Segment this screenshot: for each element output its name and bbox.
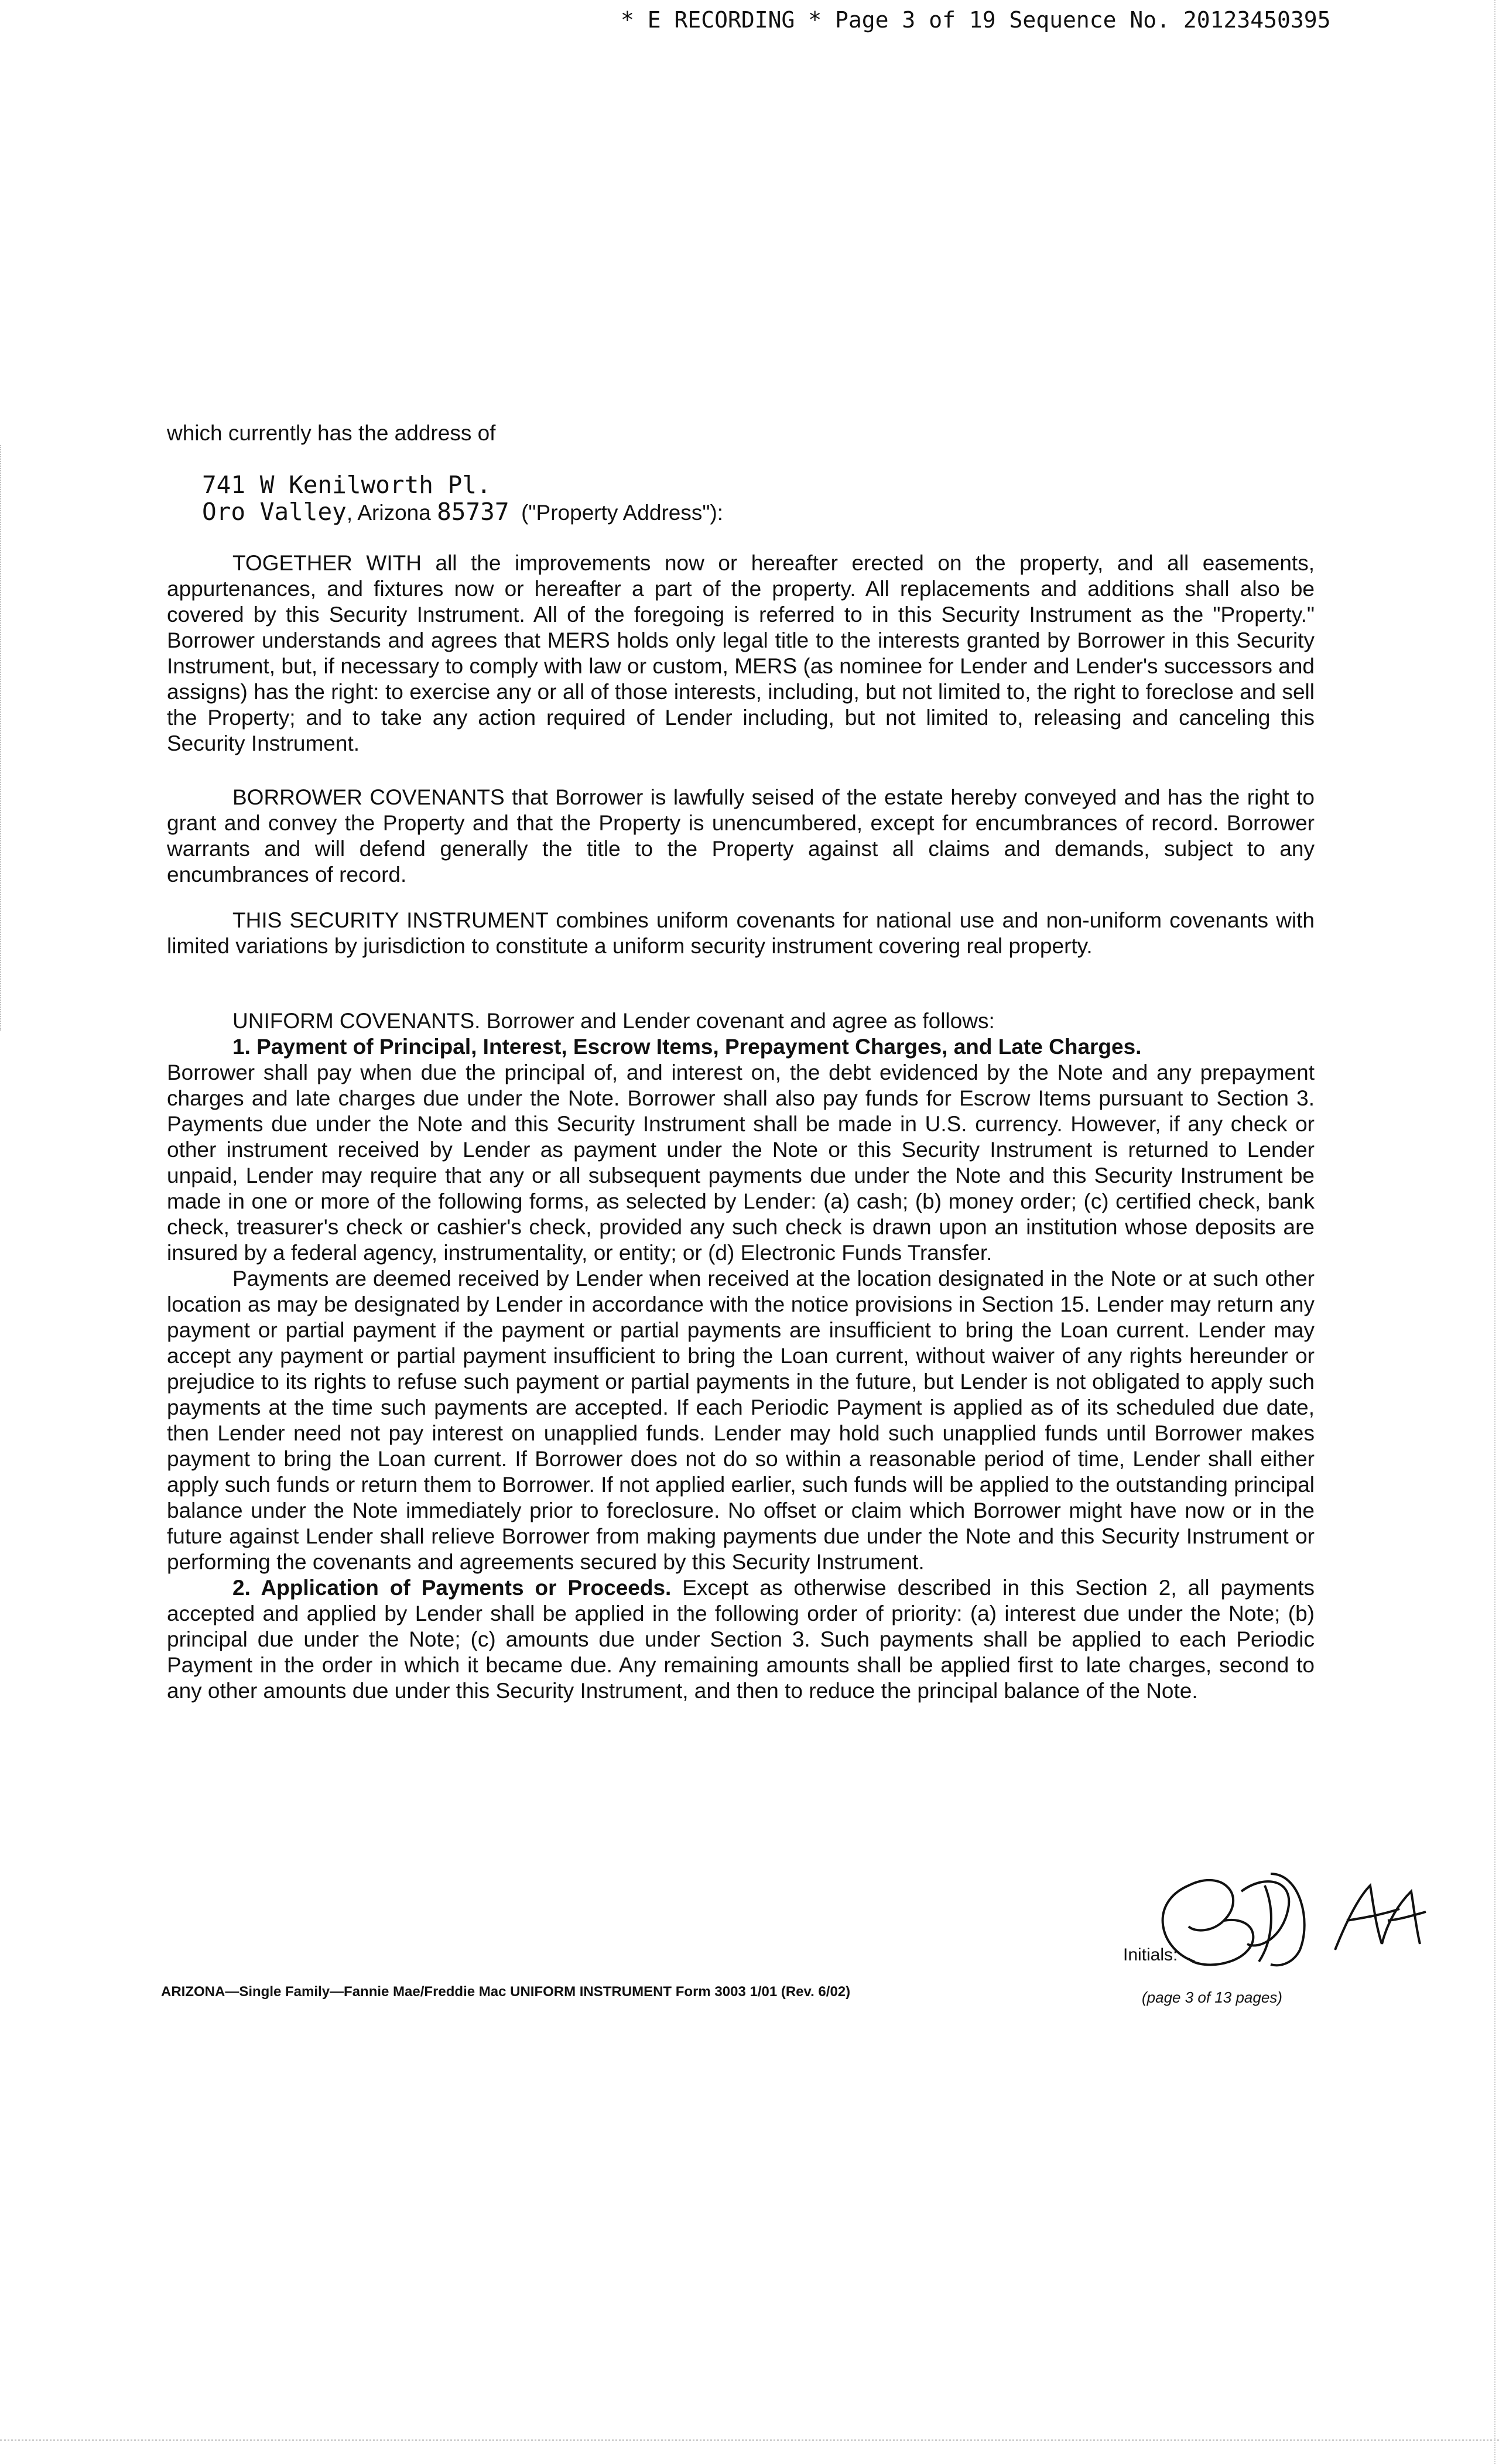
uniform-covenants-block [167,1008,1315,1704]
scan-margin-right [1494,0,1497,2464]
section-1-text: Borrower shall pay when due the principal of, and interest on, the debt evidenced by the Note and any prepayment charges and late charges due under the Note. Borrower shall also pay funds for Escrow Items pursuant to Section 3. Payments due under the Note and this Security Instrument shall be made in U.S. currency. However, if any check or other instrument received by Lender as payment under the Note or this Security Instrument is returned to Lender unpaid, Lender may require that any or all subsequent payments due under the Note and this Security Instrument be made in one or more of the following forms, as selected by Lender: (a) cash; (b) money order; (c) certified check, bank check, treasurer's check or cashier's check, provided any such check is drawn upon an institution whose deposits are insured by a federal agency, instrumentality, or entity; or (d) Electronic Funds Transfer. [167,1060,1315,1265]
security-instrument-paragraph: THIS SECURITY INSTRUMENT combines uniform covenants for national use and non-uniform covenants with limited variations by jurisdiction to constitute a uniform security instrument covering real property. [167,908,1315,958]
handwritten-initials [1124,1850,1429,1973]
address-label: ("Property Address"): [521,501,724,525]
address-street: 741 W Kenilworth Pl. [202,471,491,499]
initials-label: Initials: [1123,1945,1178,1965]
initials-stroke-2 [1241,1874,1305,1965]
scan-margin-left [0,445,2,1031]
section-2-heading: 2. Application of Payments or Proceeds. [232,1576,672,1600]
address-city-line: Oro Valley, Arizona 85737 ("Property Address"): [202,498,724,526]
address-intro: which currently has the address of [167,421,496,445]
form-footer: ARIZONA—Single Family—Fannie Mae/Freddie Mac UNIFORM INSTRUMENT Form 3003 1/01 (Rev. 6/02) [161,1984,851,2000]
address-city: Oro Valley [202,498,347,526]
section-1-heading: 1. Payment of Principal, Interest, Escrow Items, Prepayment Charges, and Late Charges. [232,1035,1142,1059]
borrower-covenants-paragraph: BORROWER COVENANTS that Borrower is lawfully seised of the estate hereby conveyed and has the right to grant and convey the Property and that the Property is unencumbered, except for encumbrances of record. Borrower warrants and will defend generally the title to the Property against all claims and demands, subject to any encumbrances of record. [167,785,1315,887]
initials-stroke-1 [1163,1880,1254,1965]
section-2-text: Except as otherwise described in this Section 2, all payments accepted and applied by Lender shall be applied in the following order of priority: (a) interest due under the Note; (b) principal due under the Note; (c) amounts due under Section 3. Such payments shall be applied to each Periodic Payment in the order in which it became due. Any remaining amounts shall be applied first to late charges, second to any other amounts due under this Security Instrument, and then to reduce the principal balance of the Note. [167,1576,1315,1703]
section-2-paragraph [167,1575,1315,1704]
uniform-covenants-intro: UNIFORM COVENANTS. Borrower and Lender covenant and agree as follows: [232,1009,995,1033]
address-state: Arizona [357,501,431,525]
section-1-text-2: Payments are deemed received by Lender when received at the location designated in the Note or at such other location as may be designated by Lender in accordance with the notice provisions in Section 15. Lender may return any payment or partial payment if the payment or partial payments are insufficient to bring the Loan current. Lender may accept any payment or partial payment insufficient to bring the Loan current, without waiver of any rights hereunder or prejudice to its rights to refuse such payment or partial payments in the future, but Lender is not obligated to apply such payments at the time such payments are accepted. If each Periodic Payment is applied as of its scheduled due date, then Lender need not pay interest on unapplied funds. Lender may hold such unapplied funds until Borrower makes payment to bring the Loan current. If Borrower does not do so within a reasonable period of time, Lender shall either apply such funds or return them to Borrower. If not applied earlier, such funds will be applied to the outstanding principal balance under the Note immediately prior to foreclosure. No offset or claim which Borrower might have now or in the future against Lender shall relieve Borrower from making payments due under the Note and this Security Instrument or performing the covenants and agreements secured by this Security Instrument. [167,1267,1315,1574]
recording-header: * E RECORDING * Page 3 of 19 Sequence No. 20123450395 [621,7,1331,33]
scan-edge-bottom [0,2439,1499,2441]
together-with-paragraph: TOGETHER WITH all the improvements now or hereafter erected on the property, and all easements, appurtenances, and fixtures now or hereafter a part of the property. All replacements and additions shall also be covered by this Security Instrument. All of the foregoing is referred to in this Security Instrument as the "Property." Borrower understands and agrees that MERS holds only legal title to the interests granted by Borrower in this Security Instrument, but, if necessary to comply with law or custom, MERS (as nominee for Lender and Lender's successors and assigns) has the right: to exercise any or all of those interests, including, but not limited to, the right to foreclose and sell the Property; and to take any action required of Lender including, but not limited to, releasing and canceling this Security Instrument. [167,551,1315,755]
address-zip: 85737 [437,498,509,526]
initials-stroke-3 [1335,1885,1426,1950]
page-count: (page 3 of 13 pages) [1142,1989,1282,2006]
property-address [202,471,723,526]
